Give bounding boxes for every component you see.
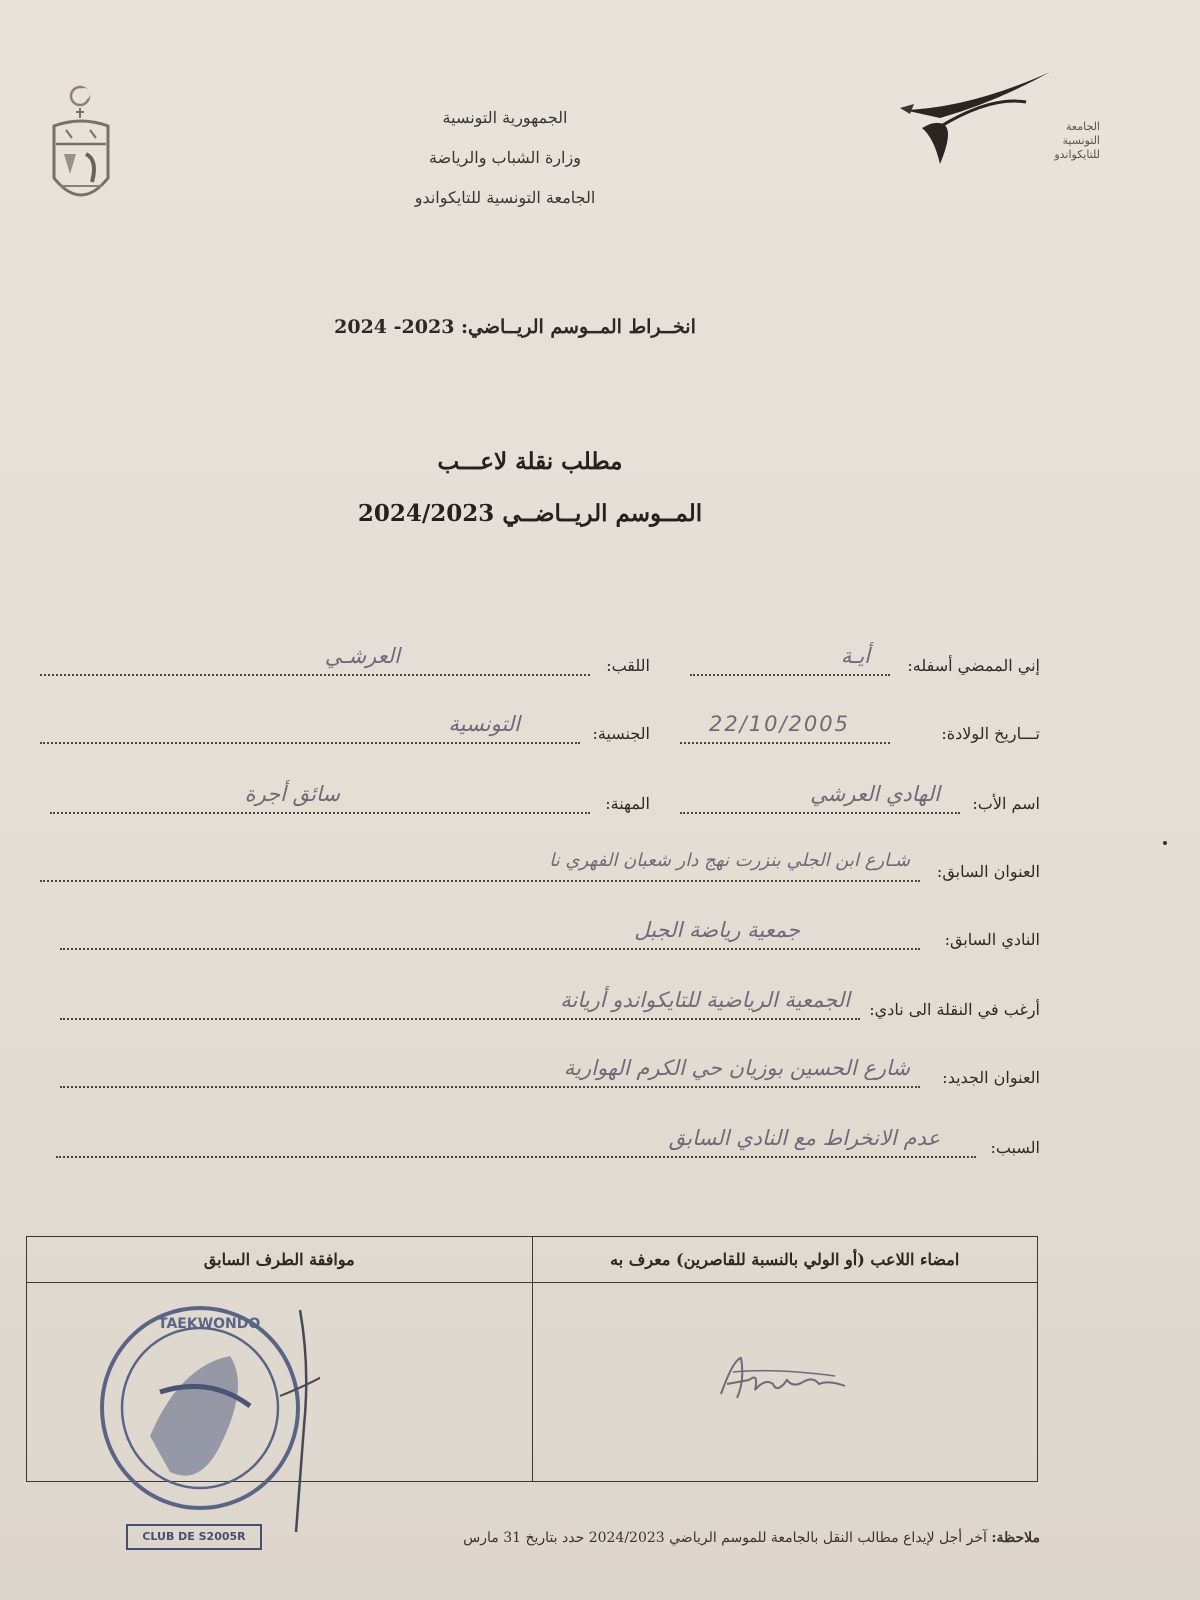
father-value[interactable]: الهادي العرشي xyxy=(810,782,940,806)
reason-label: السبب: xyxy=(990,1138,1040,1157)
signatory-line xyxy=(690,674,890,676)
federation-name: الجامعة التونسية للتايكواندو xyxy=(414,188,596,207)
stamp-ring-text: TAEKWONDO xyxy=(158,1316,261,1332)
document-title xyxy=(330,436,730,540)
row-new-club xyxy=(40,988,1040,1032)
job-line xyxy=(50,812,590,814)
logo-line-3: للتايكواندو xyxy=(1054,148,1100,161)
federation-logo-text xyxy=(996,120,1100,162)
prev-address-label: العنوان السابق: xyxy=(936,862,1040,881)
prev-club-line xyxy=(60,948,920,950)
coat-of-arms-emblem xyxy=(46,82,116,214)
signature-table-header xyxy=(27,1237,1038,1283)
row-reason xyxy=(40,1126,1040,1170)
new-address-value[interactable]: شارع الحسين بوزيان حي الكرم الهوارية xyxy=(563,1056,910,1080)
ministry-name: وزارة الشباب والرياضة xyxy=(429,148,581,167)
season-heading: انخــراط المــوسم الريــاضي: 2023- 2024 xyxy=(334,316,696,338)
nationality-value[interactable]: التونسية xyxy=(448,712,520,736)
birth-label: تـــاريخ الولادة: xyxy=(941,724,1040,743)
signatory-label: إني الممضي أسفله: xyxy=(907,656,1040,675)
player-signature-header: امضاء اللاعب (أو الولي بالنسبة للقاصرين) معرف به xyxy=(532,1237,1038,1283)
reason-line xyxy=(56,1156,976,1158)
republic-name: الجمهورية التونسية xyxy=(442,108,568,127)
club-stamp xyxy=(100,1296,320,1536)
row-father xyxy=(40,782,1040,826)
new-club-line xyxy=(60,1018,860,1020)
nationality-label: الجنسية: xyxy=(592,724,650,743)
row-prev-address xyxy=(40,850,1040,894)
new-club-value[interactable]: الجمعية الرياضية للتايكواندو أريانة xyxy=(560,988,850,1012)
row-prev-club xyxy=(40,918,1040,962)
row-signatory xyxy=(40,644,1040,688)
surname-label: اللقب: xyxy=(606,656,650,675)
club-name-stamp: CLUB DE S2005R xyxy=(126,1524,262,1550)
note-text: آخر أجل لإيداع مطالب النقل بالجامعة للموسم الرياضي 2024/2023 حدد بتاريخ 31 مارس xyxy=(463,1530,987,1546)
surname-value[interactable]: العرشـي xyxy=(324,644,400,668)
footer-note xyxy=(240,1530,1040,1546)
letterhead xyxy=(380,98,630,218)
row-birth xyxy=(40,712,1040,756)
title-line-2: المــوسم الريــاضــي 2024/2023 xyxy=(357,500,703,527)
previous-party-approval-header: موافقة الطرف السابق xyxy=(27,1237,533,1283)
new-address-label: العنوان الجديد: xyxy=(942,1068,1040,1087)
prev-club-value[interactable]: جمعية رياضة الجبل xyxy=(634,918,800,942)
federation-logo xyxy=(900,68,1100,178)
surname-line xyxy=(40,674,590,676)
father-line xyxy=(680,812,960,814)
prev-club-label: النادي السابق: xyxy=(944,930,1040,949)
prev-address-line xyxy=(40,880,920,882)
row-new-address xyxy=(40,1056,1040,1100)
birth-value[interactable]: 22/10/2005 xyxy=(708,712,850,736)
note-label: ملاحظة: xyxy=(991,1530,1040,1546)
signatory-value[interactable]: أيـة xyxy=(840,644,870,668)
logo-line-2: التونسية xyxy=(1062,134,1100,147)
new-address-line xyxy=(60,1086,920,1088)
father-label: اسم الأب: xyxy=(972,794,1040,813)
job-value[interactable]: سائق أجرة xyxy=(244,782,340,806)
title-line-1: مطلب نقلة لاعـــب xyxy=(437,448,623,475)
birth-line xyxy=(680,742,890,744)
logo-line-1: الجامعة xyxy=(1066,120,1100,133)
new-club-label: أرغب في النقلة الى نادي: xyxy=(869,1000,1040,1019)
reason-value[interactable]: عدم الانخراط مع النادي السابق xyxy=(668,1126,940,1150)
nationality-line xyxy=(40,742,580,744)
job-label: المهنة: xyxy=(605,794,650,813)
player-signature-mark xyxy=(715,1350,855,1410)
ink-dot xyxy=(1163,841,1167,845)
prev-address-value[interactable]: شـارع ابن الجلي بنزرت نهج دار شعبان الفهري نا xyxy=(549,850,910,871)
player-signature-cell[interactable] xyxy=(532,1283,1038,1482)
